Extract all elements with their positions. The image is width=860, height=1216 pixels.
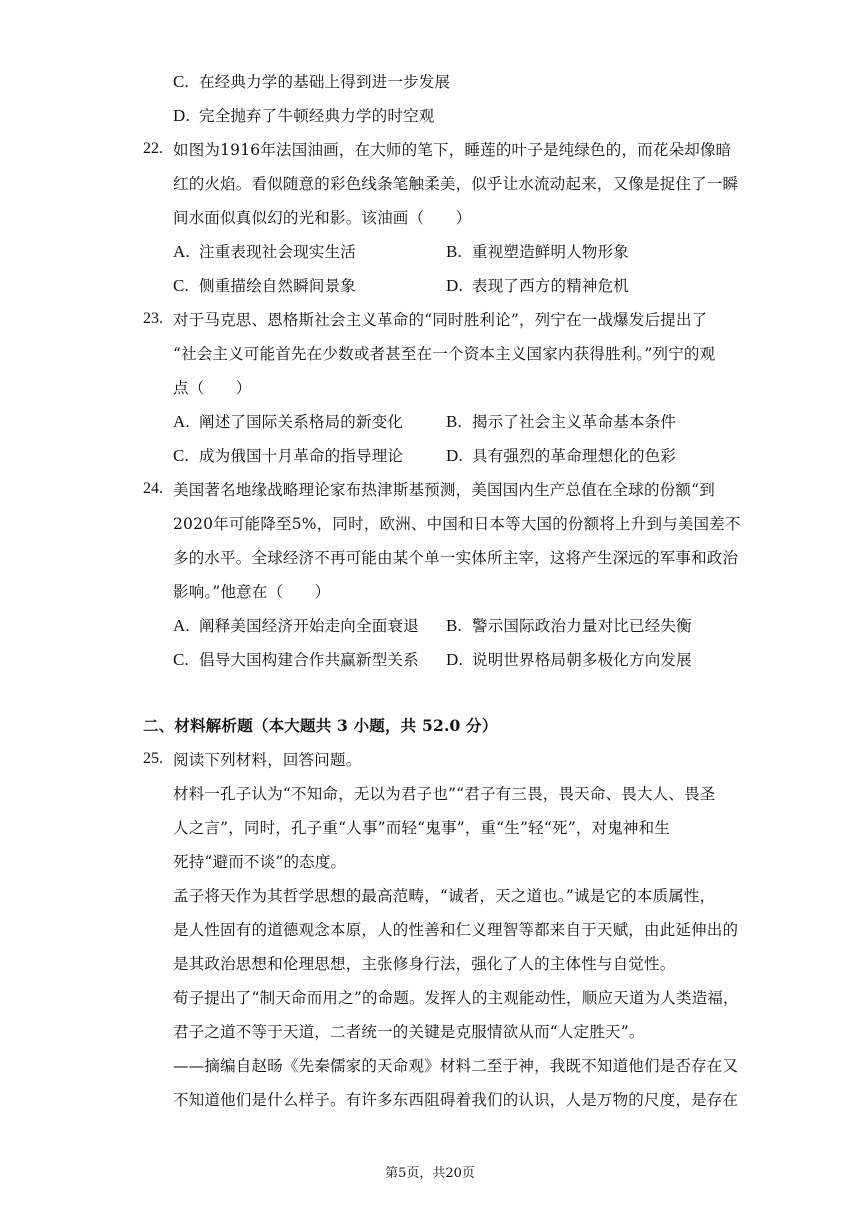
question-24-option-d [446, 650, 692, 670]
option-letter: C. [173, 446, 189, 465]
question-22-line-1: 如图为1916年法国油画，在大师的笔下，睡莲的叶子是纯绿色的，而花朵却像暗 [173, 141, 732, 159]
question-24-line-2: 2020年可能降至5%，同时，欧洲、中国和日本等大国的份额将上升到与美国差不 [173, 515, 741, 533]
question-24-option-b [446, 616, 692, 636]
option-letter: D. [446, 276, 463, 295]
question-23-option-d [446, 446, 676, 466]
page-footer: 第5页，共20页 [385, 1166, 475, 1181]
question-23-line-1: 对于马克思、恩格斯社会主义革命的“同时胜利论”，列宁在一战爆发后提出了 [173, 311, 708, 329]
question-25-number: 25. [143, 750, 163, 767]
material-line: 是人性固有的道德观念本原，人的性善和仁义理智等都来自于天赋，由此延伸出的 [173, 921, 739, 939]
question-22-option-d [446, 276, 629, 296]
option-text: 具有强烈的革命理想化的色彩 [472, 447, 677, 465]
question-22-option-c [173, 276, 356, 296]
option-letter: B. [446, 616, 462, 635]
question-23-line-2: “社会主义可能首先在少数或者甚至在一个资本主义国家内获得胜利。”列宁的观 [173, 345, 716, 363]
material-line: ——摘编自赵旸《先秦儒家的天命观》材料二至于神，我既不知道他们是否存在又 [173, 1057, 739, 1075]
question-23-line-3: 点（ ） [173, 379, 252, 397]
option-letter: A. [173, 412, 190, 431]
option-text: 揭示了社会主义革命基本条件 [472, 413, 677, 431]
option-text: 表现了西方的精神危机 [472, 277, 630, 295]
question-23-option-a [173, 412, 403, 432]
question-24-option-c [173, 650, 419, 670]
option-letter: A. [173, 616, 190, 635]
option-letter: C. [173, 72, 189, 91]
option-text: 成为俄国十月革命的指导理论 [199, 447, 404, 465]
option-text: 警示国际政治力量对比已经失衡 [472, 617, 692, 635]
question-24-line-1: 美国著名地缘战略理论家布热津斯基预测，美国国内生产总值在全球的份额“到 [173, 481, 715, 499]
question-22-number: 22. [143, 140, 163, 157]
option-letter: D. [446, 650, 463, 669]
option-text: 阐述了国际关系格局的新变化 [199, 413, 404, 431]
material-line: 孟子将天作为其哲学思想的最高范畴，“诚者，天之道也。”诚是它的本质属性， [173, 887, 716, 905]
material-line: 是其政治思想和伦理思想，主张修身行法，强化了人的主体性与自觉性。 [173, 955, 676, 973]
option-text: 阐释美国经济开始走向全面衰退 [199, 617, 419, 635]
question-25-intro: 阅读下列材料，回答问题。 [173, 751, 362, 769]
material-line: 荀子提出了“制天命而用之”的命题。发挥人的主观能动性，顺应天道为人类造福， [173, 989, 739, 1007]
option-text: 说明世界格局朝多极化方向发展 [472, 651, 692, 669]
material-line: 材料一孔子认为“不知命，无以为君子也”“君子有三畏，畏天命、畏大人、畏圣 [173, 785, 716, 803]
question-22-option-a [173, 242, 356, 262]
option-text: 完全抛弃了牛顿经典力学的时空观 [199, 107, 435, 125]
option-text: 重视塑造鲜明人物形象 [472, 243, 630, 261]
option-letter: C. [173, 650, 189, 669]
question-23-option-b [446, 412, 676, 432]
option-d-prev [173, 106, 435, 126]
question-22-line-2: 红的火焰。看似随意的彩色线条笔触柔美，似乎让水流动起来，又像是捉住了一瞬 [173, 175, 739, 193]
option-text: 注重表现社会现实生活 [199, 243, 357, 261]
option-letter: B. [446, 242, 462, 261]
option-text: 倡导大国构建合作共赢新型关系 [199, 651, 419, 669]
option-letter: D. [173, 106, 190, 125]
question-22-option-b [446, 242, 629, 262]
option-letter: A. [173, 242, 190, 261]
question-24-line-3: 多的水平。全球经济不再可能由某个单一实体所主宰，这将产生深远的军事和政治 [173, 549, 739, 567]
question-22-line-3: 间水面似真似幻的光和影。该油画（ ） [173, 209, 472, 227]
material-line: 人之言”，同时，孔子重“人事”而轻“鬼事”，重“生”轻“死”，对鬼神和生 [173, 819, 671, 837]
question-23-option-c [173, 446, 403, 466]
material-line: 死持“避而不谈”的态度。 [173, 853, 347, 871]
option-c-prev [173, 72, 450, 92]
option-text: 在经典力学的基础上得到进一步发展 [199, 73, 451, 91]
option-letter: B. [446, 412, 462, 431]
question-24-option-a [173, 616, 419, 636]
option-letter: C. [173, 276, 189, 295]
option-letter: D. [446, 446, 463, 465]
question-24-line-4: 影响。”他意在（ ） [173, 583, 331, 601]
material-line: 君子之道不等于天道，二者统一的关键是克服情欲从而“人定胜天”。 [173, 1023, 645, 1041]
question-23-number: 23. [143, 310, 163, 327]
section-heading: 二、材料解析题（本大题共 3 小题，共 52.0 分） [143, 716, 498, 735]
option-text: 侧重描绘自然瞬间景象 [199, 277, 357, 295]
question-24-number: 24. [143, 480, 163, 497]
material-line: 不知道他们是什么样子。有许多东西阻碍着我们的认识，人是万物的尺度，是存在 [173, 1091, 739, 1109]
